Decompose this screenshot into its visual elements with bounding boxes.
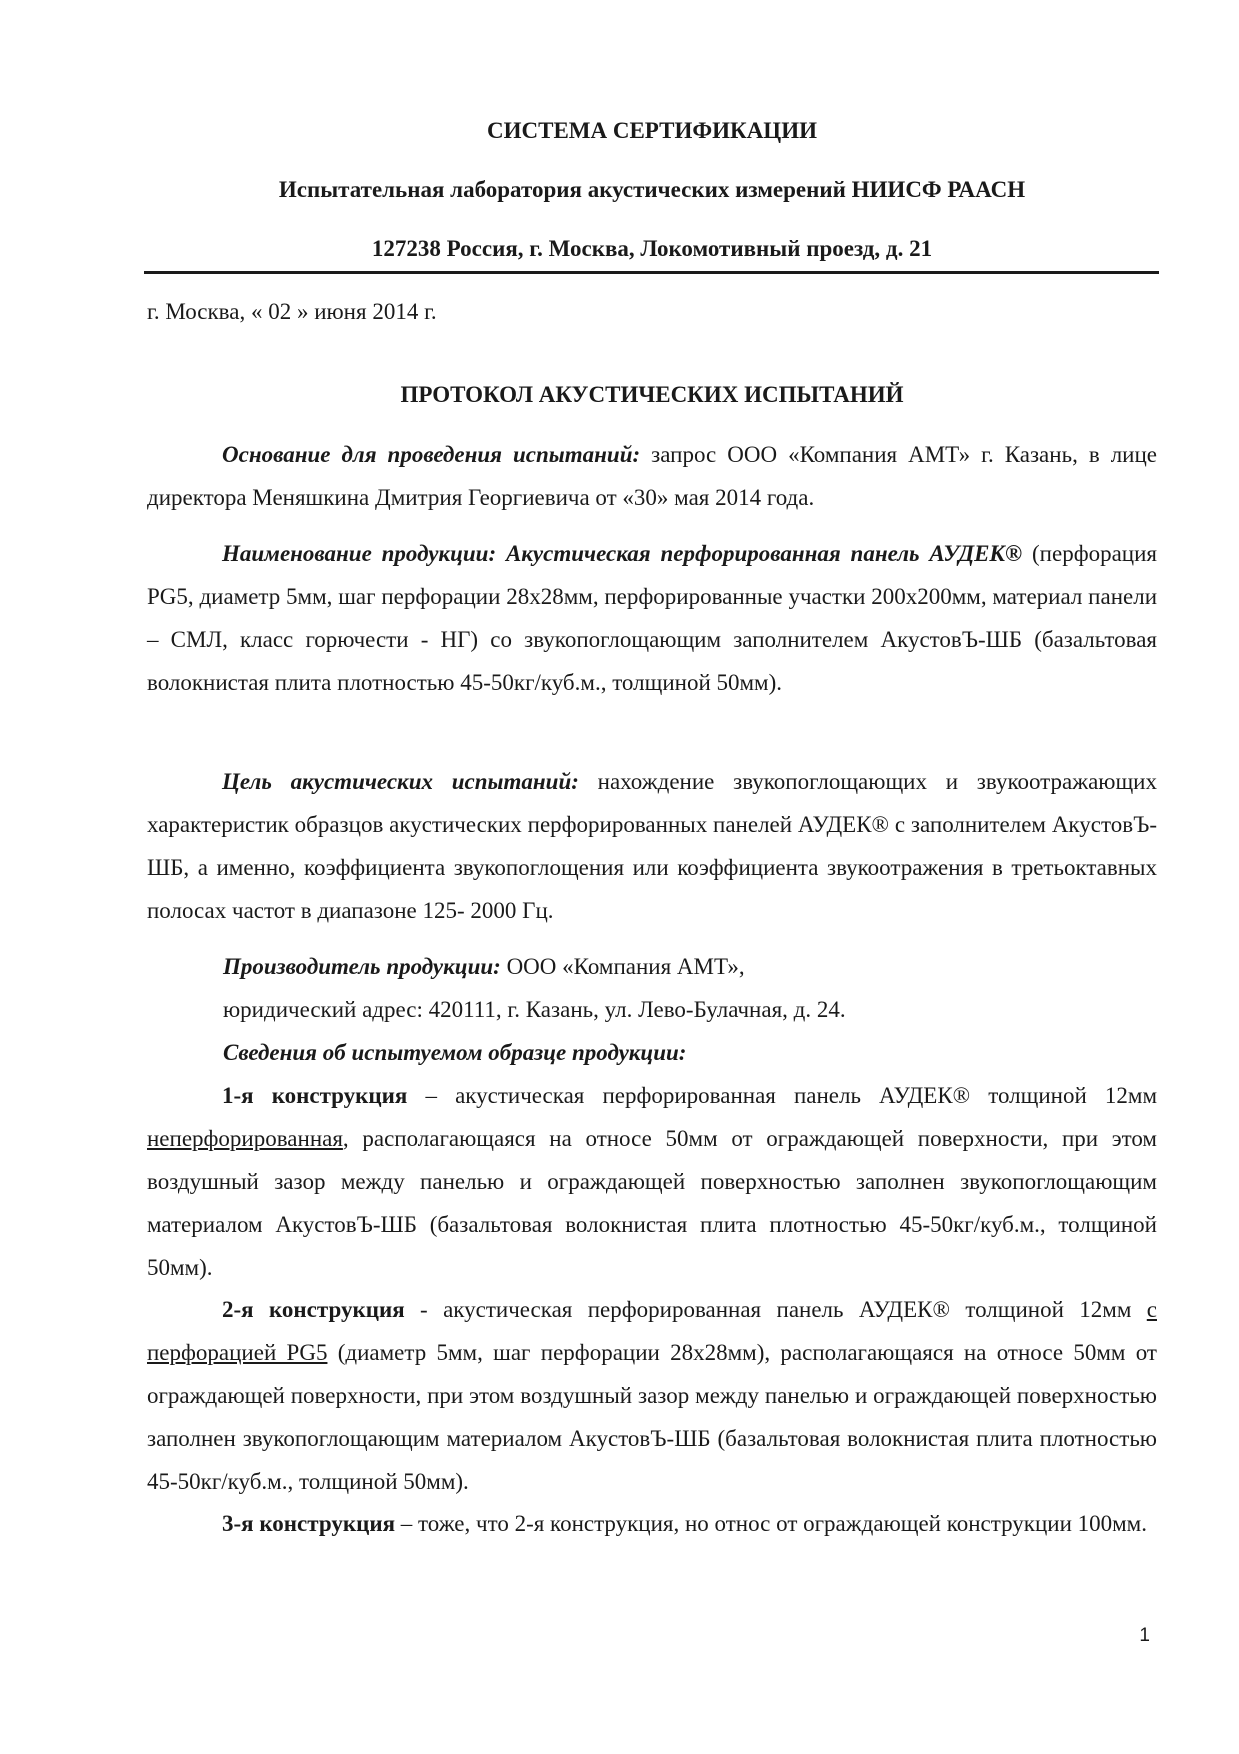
construction-1-text-a: – акустическая перфорированная панель АУДЕК® толщиной 12мм (407, 1083, 1157, 1108)
basis-paragraph (147, 433, 1157, 519)
construction-2-paragraph (147, 1288, 1157, 1503)
goal-text: нахождение звукопоглощающих и звукоотражающих характеристик образцов акустических перфорированных панелей АУДЕК® с заполнителем АкустовЪ-ШБ, а именно, коэффициента звукопоглощения или коэффициента звукоотражения в третьоктавных полосах частот в диапазоне 125- 2000 Гц. (147, 769, 1157, 923)
manufacturer-text: ООО «Компания АМТ», (500, 954, 745, 979)
goal-paragraph (147, 760, 1157, 932)
document-title: ПРОТОКОЛ АКУСТИЧЕСКИХ ИСПЫТАНИЙ (400, 382, 904, 407)
basis-text: запрос ООО «Компания АМТ» г. Казань, в лице директора Меняшкина Дмитрия Георгиевича от «30» мая 2014 года. (147, 442, 1157, 510)
construction-3-text: – тоже, что 2-я конструкция, но относ от ограждающей конструкции 100мм. (395, 1511, 1147, 1536)
construction-1-underlined: неперфорированная (147, 1126, 343, 1151)
product-text: (перфорация PG5, диаметр 5мм, шаг перфорации 28х28мм, перфорированные участки 200х200мм, материал панели – СМЛ, класс горючести - НГ) со звукопоглощающим заполнителем АкустовЪ-ШБ (базальтовая волокнистая плита плотностью 45-50кг/куб.м., толщиной 50мм). (147, 541, 1158, 695)
construction-2-text-b: (диаметр 5мм, шаг перфорации 28х28мм), располагающаяся на относе 50мм от ограждающей поверхности, при этом воздушный зазор между панелью и ограждающей поверхностью заполнен звукопоглощающим материалом АкустовЪ-ШБ (базальтовая волокнистая плита плотностью 45-50кг/куб.м., толщиной 50мм). (147, 1340, 1157, 1494)
manufacturer-label: Производитель продукции: (223, 954, 501, 979)
certification-system-heading: СИСТЕМА СЕРТИФИКАЦИИ (487, 118, 817, 143)
product-paragraph (147, 532, 1157, 704)
laboratory-name: Испытательная лаборатория акустических измерений НИИСФ РААСН (278, 177, 1026, 202)
sample-info-heading: Сведения об испытуемом образце продукции: (223, 1040, 687, 1065)
construction-2-text-a: - акустическая перфорированная панель АУДЕК® толщиной 12мм (404, 1297, 1147, 1322)
construction-1-label: 1-я конструкция (222, 1083, 408, 1108)
page-number: 1 (1139, 1625, 1150, 1646)
construction-2-label: 2-я конструкция (222, 1297, 405, 1322)
laboratory-address: 127238 Россия, г. Москва, Локомотивный проезд, д. 21 (371, 236, 933, 261)
manufacturer-line (223, 945, 745, 988)
goal-label: Цель акустических испытаний: (222, 769, 579, 794)
basis-label: Основание для проведения испытаний: (222, 442, 641, 467)
place-and-date: г. Москва, « 02 » июня 2014 г. (147, 299, 437, 324)
construction-3-label: 3-я конструкция (222, 1511, 396, 1536)
manufacturer-address: юридический адрес: 420111, г. Казань, ул. Лево-Булачная, д. 24. (223, 997, 846, 1022)
construction-2-underlined: с перфорацией PG5 (147, 1297, 1157, 1365)
product-label: Наименование продукции: Акустическая перфорированная панель АУДЕК® (222, 541, 1023, 566)
construction-1-text-b: , располагающаяся на относе 50мм от ограждающей поверхности, при этом воздушный зазор между панелью и ограждающей поверхностью заполнен звукопоглощающим материалом АкустовЪ-ШБ (базальтовая волокнистая плита плотностью 45-50кг/куб.м., толщиной 50мм). (147, 1126, 1157, 1280)
construction-1-paragraph (147, 1074, 1157, 1289)
construction-3-paragraph (147, 1502, 1157, 1545)
header-divider (144, 271, 1159, 274)
